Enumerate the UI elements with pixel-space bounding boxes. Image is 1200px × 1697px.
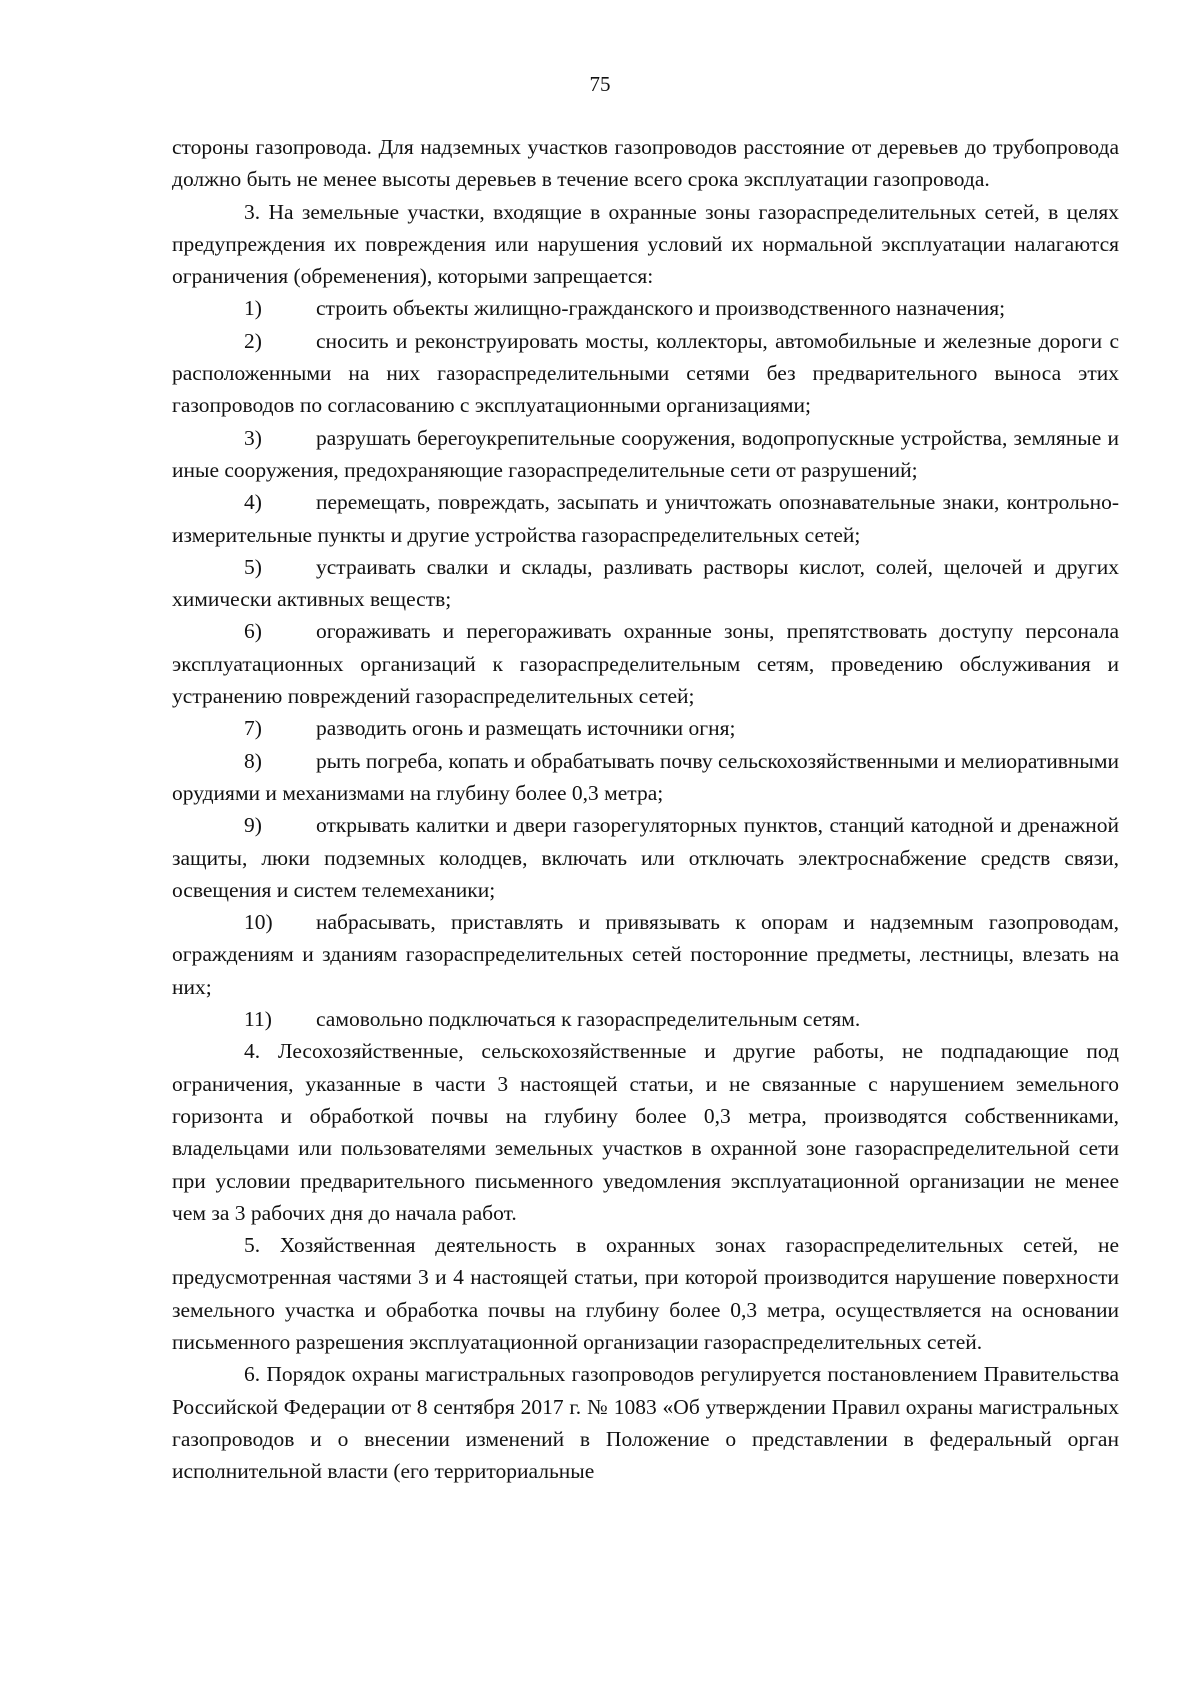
list-item-number: 8) bbox=[244, 748, 262, 773]
list-item-text: рыть погреба, копать и обрабатывать почву сельскохозяйственными и мелиоративными орудиями и механизмами на глубину более 0,3 метра; bbox=[172, 748, 1119, 805]
list-item-text: строить объекты жилищно-гражданского и производственного назначения; bbox=[316, 296, 1006, 321]
list-item-8 bbox=[172, 745, 1119, 810]
list-item-number: 5) bbox=[244, 554, 262, 579]
list-item-number: 4) bbox=[244, 490, 262, 515]
list-item-7 bbox=[172, 712, 1119, 744]
paragraph-part-4: 4. Лесохозяйственные, сельскохозяйственные и другие работы, не подпадающие под ограничения, указанные в части 3 настоящей статьи, и не связанные с нарушением земельного горизонта и обработкой почвы на глубину более 0,3 метра, производятся собственниками, владельцами или пользователями земельных участков в охранной зоне газораспределительной сети при условии предварительного письменного уведомления эксплуатационной организации не менее чем за 3 рабочих дня до начала работ. bbox=[172, 1039, 1119, 1225]
paragraph-part-6: 6. Порядок охраны магистральных газопроводов регулируется постановлением Правительства Российской Федерации от 8 сентября 2017 г. № 1083 «Об утверждении Правил охраны магистральных газопроводов и о внесении изменений в Положение о представлении в федеральный орган исполнительной власти (его территориальные bbox=[172, 1362, 1119, 1484]
list-item-text: огораживать и перегораживать охранные зоны, препятствовать доступу персонала эксплуатационных организаций к газораспределительным сетям, проведению обслуживания и устранению повреждений газораспределительных сетей; bbox=[172, 619, 1119, 709]
list-item-text: набрасывать, приставлять и привязывать к опорам и надземным газопроводам, ограждениям и зданиям газораспределительных сетей посторонние предметы, лестницы, влезать на них; bbox=[172, 910, 1119, 999]
list-item-3 bbox=[172, 422, 1119, 487]
list-item-11 bbox=[172, 1003, 1119, 1035]
list-item-number: 1) bbox=[244, 296, 262, 321]
document-body bbox=[172, 131, 1119, 1487]
list-item-1 bbox=[172, 292, 1119, 324]
list-item-number: 7) bbox=[244, 716, 262, 741]
list-item-6 bbox=[172, 615, 1119, 712]
list-item-number: 10) bbox=[244, 910, 273, 935]
list-item-text: устраивать свалки и склады, разливать растворы кислот, солей, щелочей и других химически активных веществ; bbox=[172, 554, 1119, 612]
list-item-text: сносить и реконструировать мосты, коллекторы, автомобильные и железные дороги с расположенными на них газораспределительными сетями без предварительного выноса этих газопроводов по согласованию с эксплуатационными организациями; bbox=[172, 328, 1119, 418]
list-item-number: 6) bbox=[244, 619, 262, 644]
list-item-text: разводить огонь и размещать источники огня; bbox=[316, 716, 736, 741]
list-item-text: открывать калитки и двери газорегуляторных пунктов, станций катодной и дренажной защиты, люки подземных колодцев, включать или отключать электроснабжение средств связи, освещения и систем телемеханики; bbox=[172, 813, 1119, 902]
list-item-text: разрушать берегоукрепительные сооружения, водопропускные устройства, земляные и иные сооружения, предохраняющие газораспределительные сети от разрушений; bbox=[172, 425, 1119, 482]
list-item-number: 11) bbox=[244, 1007, 272, 1032]
paragraph-part-3: 3. На земельные участки, входящие в охранные зоны газораспределительных сетей, в целях предупреждения их повреждения или нарушения условий их нормальной эксплуатации налагаются ограничения (обременения), которыми запрещается: bbox=[172, 199, 1119, 289]
paragraph-part-5: 5. Хозяйственная деятельность в охранных зонах газораспределительных сетей, не предусмотренная частями 3 и 4 настоящей статьи, при которой производится нарушение поверхности земельного участка и обработка почвы на глубину более 0,3 метра, осуществляется на основании письменного разрешения эксплуатационной организации газораспределительных сетей. bbox=[172, 1233, 1119, 1354]
list-item-number: 3) bbox=[244, 425, 262, 450]
list-item-number: 9) bbox=[244, 813, 262, 838]
list-item-2 bbox=[172, 325, 1119, 422]
page-number: 75 bbox=[589, 72, 611, 96]
list-item-9 bbox=[172, 809, 1119, 906]
list-item-text: самовольно подключаться к газораспределительным сетям. bbox=[316, 1007, 861, 1032]
list-item-5 bbox=[172, 551, 1119, 616]
list-item-4 bbox=[172, 486, 1119, 551]
list-item-number: 2) bbox=[244, 328, 262, 353]
list-item-text: перемещать, повреждать, засыпать и уничтожать опознавательные знаки, контрольно-измерительные пункты и другие устройства газораспределительных сетей; bbox=[172, 490, 1119, 547]
paragraph: стороны газопровода. Для надземных участков газопроводов расстояние от деревьев до трубопровода должно быть не менее высоты деревьев в течение всего срока эксплуатации газопровода. bbox=[172, 135, 1119, 192]
list-item-10 bbox=[172, 906, 1119, 1003]
